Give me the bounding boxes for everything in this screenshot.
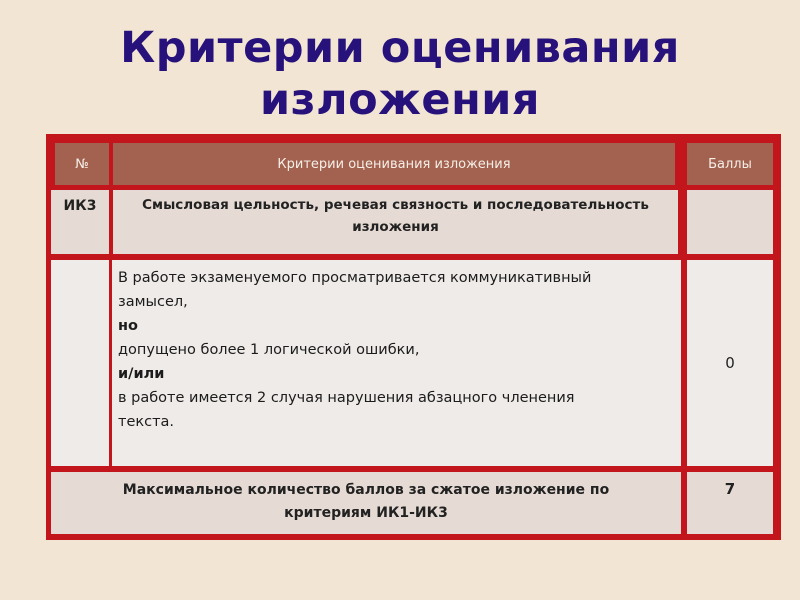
criterion-points: [687, 190, 773, 254]
header-criteria: Критерии оценивания изложения: [113, 143, 675, 185]
description-line: В работе экзаменуемого просматривается коммуникативный: [118, 270, 592, 286]
page-title: [0, 22, 800, 126]
description-line-andor: и/или: [118, 366, 165, 382]
description-line: допущено более 1 логической ошибки,: [118, 342, 420, 358]
description-line: текста.: [118, 414, 175, 430]
criterion-code: ИК3: [51, 190, 109, 254]
description-text: [112, 260, 681, 466]
criterion-title: Смысловая цельность, речевая связность и последовательность изложения: [113, 190, 678, 254]
title-line-1: Критерии оценивания: [120, 23, 680, 73]
description-line: в работе имеется 2 случая нарушения абзацного членения: [118, 390, 575, 406]
criteria-table: [46, 134, 781, 540]
header-number: №: [55, 143, 109, 185]
description-line-but: но: [118, 318, 138, 334]
title-line-2: изложения: [259, 75, 541, 125]
description-number: [51, 260, 109, 466]
max-points-label: Максимальное количество баллов за сжатое изложение по критериям ИК1-ИК3: [51, 472, 681, 534]
description-line: замысел,: [118, 294, 188, 310]
header-points: Баллы: [687, 143, 773, 185]
max-points-value: 7: [687, 472, 773, 534]
description-points: 0: [687, 260, 773, 466]
